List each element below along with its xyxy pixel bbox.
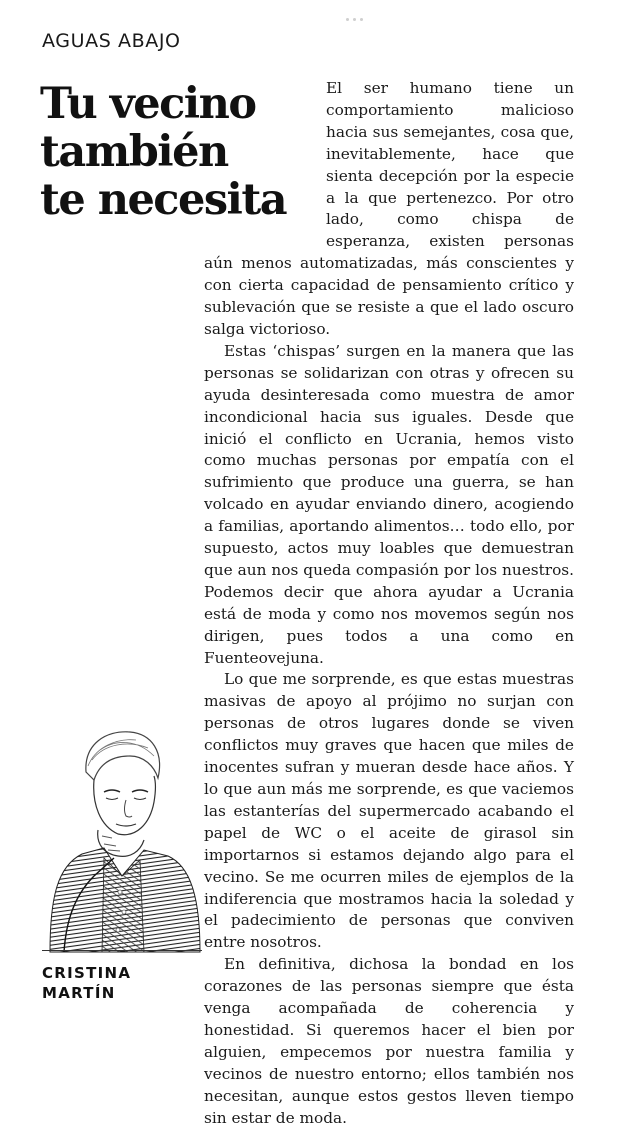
author-name [42, 963, 131, 1003]
author-portrait-icon [44, 726, 204, 954]
article-body [204, 78, 574, 1130]
headline-line-3: te necesita [40, 175, 287, 225]
paragraph-2: Estas ‘chispas’ surgen en la manera que las personas se solidarizan con otras y ofrecen su ayuda desinteresada como muestra de amor incondicional hacia sus iguales. Desde que inició el conflicto en Ucrania, hemos visto como muchas personas por empatía con el sufrimiento que produce una guerra, se han volcado en ayudar enviando dinero, acogiendo a familias, aportando alimentos… todo ello, por supuesto, actos muy loables que demuestran que aun nos queda compasión por los nuestros. Podemos decir que ahora ayudar a Ucrania está de moda y como nos movemos según nos dirigen, pues todos a una como en Fuenteovejuna. [204, 341, 574, 667]
author-last-name: MARTÍN [42, 984, 116, 1002]
headline-line-1: Tu vecino [40, 79, 256, 129]
section-title: AGUAS ABAJO [42, 30, 181, 52]
paragraph-1: El ser humano tiene un comportamiento malicioso hacia sus semejantes, cosa que, inevitablemente, hace que sienta decepción por la especie a la que pertenezco. Por otro lado, como chispa de esperanza, existen personas aún menos automatizadas, más conscientes y con cierta capacidad de pensamiento crítico y sublevación que se resiste a que el lado oscuro salga victorioso. [204, 79, 574, 338]
headline-line-2: también [40, 127, 228, 177]
author-divider [42, 950, 202, 951]
paragraph-3: Lo que me sorprende, es que estas muestras masivas de apoyo al prójimo no surjan con personas de otros lugares donde se viven conflictos muy graves que hacen que miles de inocentes sufran y mueran desde hace años. Y lo que aun más me sorprende, es que vaciemos las estanterías del supermercado acabando el papel de WC o el aceite de girasol sin importarnos si estamos dejando algo para el vecino. Se me ocurren miles de ejemplos de la indiferencia que mostramos hacia la soledad y el padecimiento de personas que conviven entre nosotros. [204, 670, 574, 952]
top-dots-decoration [346, 6, 376, 10]
paragraph-4: En definitiva, dichosa la bondad en los corazones de las personas siempre que ésta venga acompañada de coherencia y honestidad. Si queremos hacer el bien por alguien, empecemos por nuestra familia y vecinos de nuestro entorno; ellos también nos necesitan, aunque estos gestos lleven tiempo sin estar de moda. [204, 955, 574, 1127]
headline-wrap-space [204, 78, 326, 250]
author-first-name: CRISTINA [42, 964, 132, 982]
